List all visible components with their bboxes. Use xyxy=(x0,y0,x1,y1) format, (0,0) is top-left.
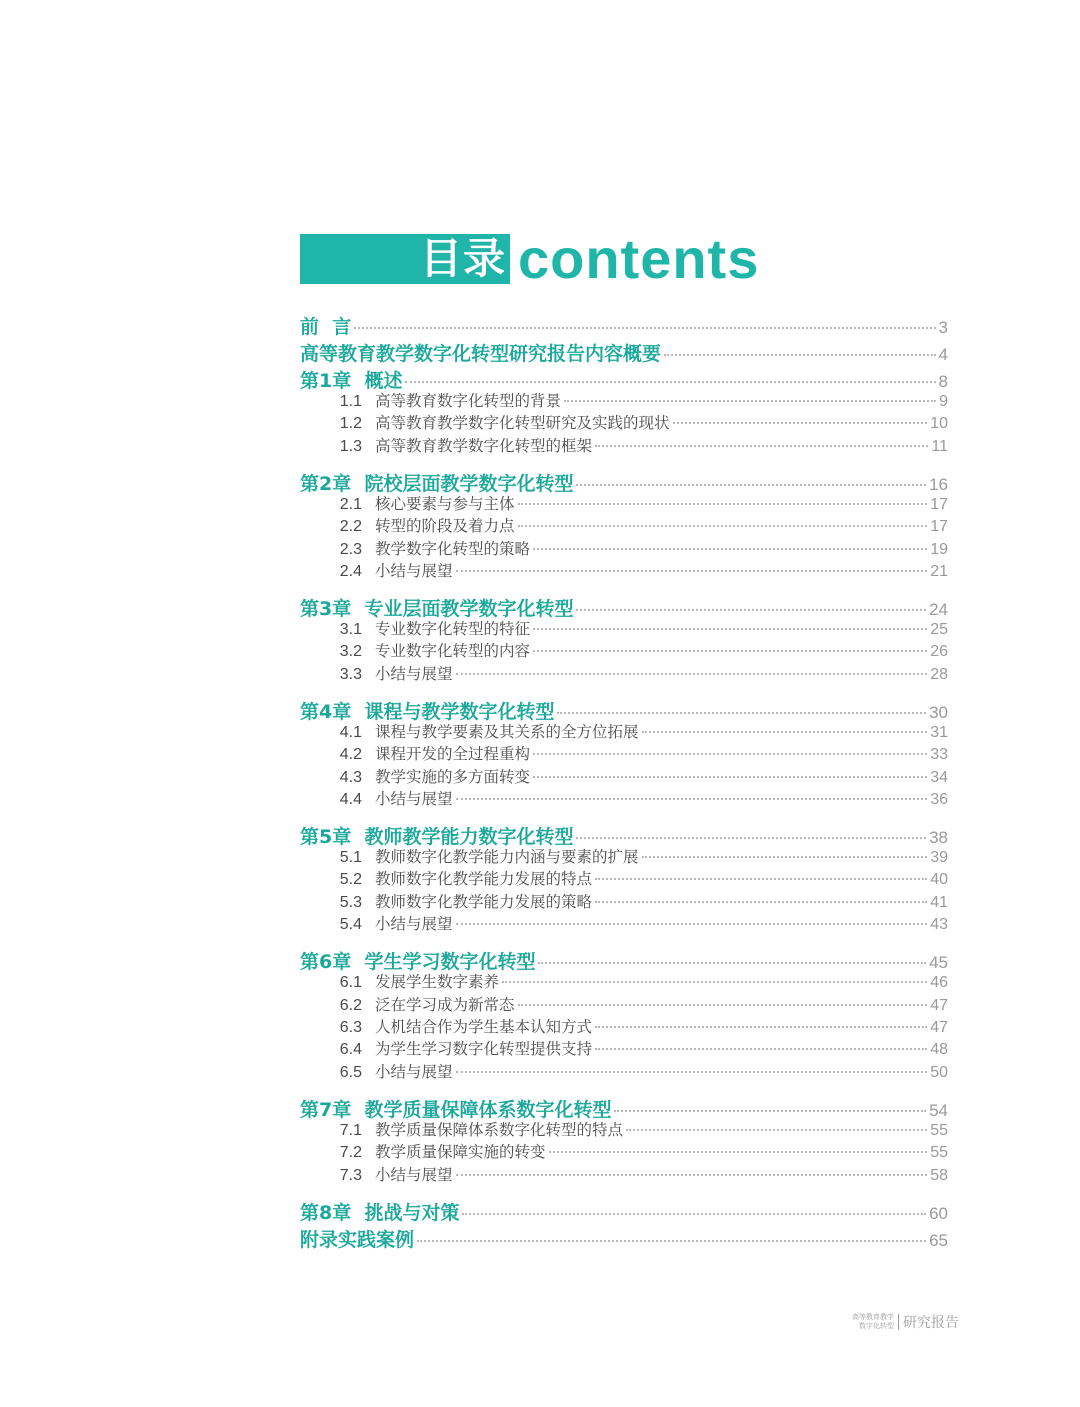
toc-page-number: 19 xyxy=(930,540,948,558)
toc-page-number: 34 xyxy=(930,768,948,786)
toc-section-number: 5.3 xyxy=(339,893,362,911)
toc-section-title: 为学生学习数字化转型提供支持 xyxy=(375,1040,593,1059)
toc-page-number: 54 xyxy=(929,1100,948,1120)
footer-line2: 数字化转型 xyxy=(859,1322,894,1330)
toc-section-number: 2.2 xyxy=(339,518,362,536)
toc-section-row[interactable] xyxy=(300,411,948,433)
toc-section-row[interactable] xyxy=(300,617,948,639)
toc-leader-dots xyxy=(626,1129,927,1131)
toc-section-number: 7.2 xyxy=(339,1144,362,1162)
toc-section-title: 高等教育教学数字化转型研究及实践的现状 xyxy=(375,414,670,433)
toc-chapter-title: 第5章 教师教学能力数字化转型 xyxy=(300,826,574,848)
toc-section-row[interactable] xyxy=(300,434,948,456)
toc-title xyxy=(300,227,760,290)
toc-section-title: 教学质量保障实施的转变 xyxy=(375,1143,546,1162)
toc-leader-dots xyxy=(354,327,935,329)
toc-section-number: 3.1 xyxy=(339,621,362,638)
toc-section-number: 6.5 xyxy=(339,1063,362,1081)
toc-page-number: 17 xyxy=(930,495,948,513)
footer-line1: 高等教育教学 xyxy=(852,1313,894,1321)
toc-section-number: 4.4 xyxy=(339,791,362,808)
toc-chapter-row[interactable] xyxy=(300,312,948,339)
toc-page-number: 40 xyxy=(930,871,948,889)
toc-page-number: 43 xyxy=(930,916,948,934)
toc-section-number: 6.2 xyxy=(339,996,362,1014)
toc-page-number: 21 xyxy=(930,563,948,580)
toc-page-number: 30 xyxy=(929,702,948,722)
toc-chapter-title: 第4章 课程与教学数字化转型 xyxy=(300,700,555,723)
toc-leader-dots xyxy=(595,901,927,903)
toc-page-number: 10 xyxy=(930,415,948,433)
toc-chapter-title: 第8章 挑战与对策 xyxy=(300,1201,460,1224)
toc-leader-dots xyxy=(533,628,927,630)
toc-section-title: 专业数字化转型的内容 xyxy=(375,642,531,661)
toc-section-row[interactable] xyxy=(300,537,948,559)
toc-section-row[interactable] xyxy=(300,1015,948,1037)
toc-page-number: 24 xyxy=(929,600,948,619)
toc-section-number: 6.3 xyxy=(339,1019,362,1036)
toc-section-number: 4.1 xyxy=(339,723,362,741)
toc-leader-dots xyxy=(456,1071,928,1073)
toc-chapter-title: 第7章 教学质量保障体系数字化转型 xyxy=(300,1098,612,1121)
toc-leader-dots xyxy=(595,445,928,447)
toc-section-number: 7.1 xyxy=(339,1121,362,1139)
toc-section-title: 小结与展望 xyxy=(375,915,453,934)
toc-chapter-title: 高等教育教学数字化转型研究报告内容概要 xyxy=(300,343,662,365)
toc-section-title: 小结与展望 xyxy=(375,562,453,580)
toc-page-number: 47 xyxy=(930,1019,948,1036)
toc-chapter-title: 附录实践案例 xyxy=(300,1228,415,1251)
toc-section-number: 4.2 xyxy=(339,746,362,764)
toc-page-number: 4 xyxy=(938,345,948,364)
toc-leader-dots xyxy=(405,381,935,383)
toc-leader-dots xyxy=(456,570,928,572)
toc-section-number: 2.1 xyxy=(339,495,362,513)
toc-page-number: 33 xyxy=(930,746,948,764)
toc-section-number: 3.3 xyxy=(339,665,362,683)
toc-section-row[interactable] xyxy=(300,1118,948,1140)
toc-leader-dots xyxy=(417,1240,926,1242)
title-chinese: 目录 xyxy=(419,234,506,283)
toc-chapter-row[interactable] xyxy=(300,339,948,366)
toc-leader-dots xyxy=(595,1026,927,1028)
toc-page-number: 25 xyxy=(930,621,948,638)
toc-leader-dots xyxy=(533,753,927,755)
toc-section-row[interactable] xyxy=(300,662,948,684)
toc-section-title: 人机结合作为学生基本认知方式 xyxy=(375,1018,593,1036)
toc-leader-dots xyxy=(462,1213,926,1215)
toc-chapter-title: 第6章 学生学习数字化转型 xyxy=(300,951,536,974)
toc-page-number: 48 xyxy=(930,1041,948,1059)
toc-leader-dots xyxy=(595,878,927,880)
toc-section-title: 发展学生数字素养 xyxy=(375,973,500,992)
footer xyxy=(852,1312,959,1332)
toc-chapter-title: 第2章 院校层面教学数字化转型 xyxy=(300,472,574,495)
toc-section-title: 小结与展望 xyxy=(375,664,453,683)
toc-chapter-title: 前 言 xyxy=(300,316,352,338)
toc-page-number: 17 xyxy=(930,518,948,536)
toc-section-number: 2.4 xyxy=(339,563,362,580)
toc-page-number: 58 xyxy=(930,1166,948,1184)
toc-section-title: 课程与教学要素及其关系的全方位拓展 xyxy=(375,722,639,741)
footer-divider xyxy=(898,1314,899,1330)
toc-section-title: 转型的阶段及着力点 xyxy=(375,517,515,536)
toc-section-number: 7.3 xyxy=(339,1166,362,1184)
toc-leader-dots xyxy=(564,400,936,402)
toc-section-title: 教学实施的多方面转变 xyxy=(375,767,531,786)
toc-leader-dots xyxy=(549,1151,928,1153)
toc-leader-dots xyxy=(518,503,928,505)
toc-section-number: 5.1 xyxy=(339,849,362,866)
toc-section-title: 教师数字化教学能力发展的策略 xyxy=(375,892,593,911)
toc-section-title: 教学质量保障体系数字化转型的特点 xyxy=(375,1120,624,1139)
toc-section-number: 1.3 xyxy=(339,437,362,455)
toc-section-number: 5.4 xyxy=(339,916,362,934)
toc-page-number: 26 xyxy=(930,643,948,661)
toc-leader-dots xyxy=(557,712,926,714)
toc-leader-dots xyxy=(518,525,928,527)
toc-page-number: 41 xyxy=(930,893,948,911)
toc-section-row[interactable] xyxy=(300,389,948,411)
footer-label: 研究报告 xyxy=(903,1315,959,1331)
toc-section-title: 专业数字化转型的特征 xyxy=(375,620,531,638)
toc-page-number: 11 xyxy=(931,437,948,455)
toc-section-title: 高等教育教学数字化转型的框架 xyxy=(375,436,593,455)
toc-page-number: 9 xyxy=(939,393,948,410)
toc-section-number: 5.2 xyxy=(339,871,362,889)
toc-page-number: 55 xyxy=(930,1121,948,1139)
toc-leader-dots xyxy=(664,354,936,356)
toc-page-number: 55 xyxy=(930,1144,948,1162)
toc-section-title: 核心要素与参与主体 xyxy=(375,494,515,513)
toc-page-number: 28 xyxy=(930,665,948,683)
toc-leader-dots xyxy=(456,673,928,675)
toc-section-number: 3.2 xyxy=(339,643,362,661)
toc-section-row[interactable] xyxy=(300,970,948,992)
title-english: contents xyxy=(518,227,760,290)
toc-leader-dots xyxy=(595,1048,927,1050)
toc-section-number: 6.1 xyxy=(339,974,362,992)
toc-leader-dots xyxy=(456,1174,928,1176)
toc-page-number: 8 xyxy=(938,372,948,391)
toc-leader-dots xyxy=(673,422,928,424)
toc-section-row[interactable] xyxy=(300,492,948,514)
toc-section-row[interactable] xyxy=(300,765,948,787)
toc-section-title: 小结与展望 xyxy=(375,1062,453,1081)
toc-section-title: 小结与展望 xyxy=(375,1165,453,1184)
toc-leader-dots xyxy=(533,776,927,778)
toc-section-row[interactable] xyxy=(300,912,948,934)
toc-page-number: 39 xyxy=(930,849,948,866)
toc-section-row[interactable] xyxy=(300,742,948,764)
toc-page-number: 60 xyxy=(929,1203,948,1223)
toc-page-number: 36 xyxy=(930,791,948,808)
toc-leader-dots xyxy=(456,798,928,800)
toc-page-number: 45 xyxy=(929,953,948,973)
toc-section-number: 1.1 xyxy=(339,393,362,410)
toc-leader-dots xyxy=(642,856,928,858)
toc-page-number: 38 xyxy=(929,828,948,847)
toc-section-number: 2.3 xyxy=(339,540,362,558)
toc-leader-dots xyxy=(533,548,927,550)
toc-page-number: 46 xyxy=(930,974,948,992)
toc-section-title: 小结与展望 xyxy=(375,790,453,808)
toc-page-number: 50 xyxy=(930,1063,948,1081)
toc-section-row[interactable] xyxy=(300,1163,948,1185)
toc-section-row[interactable] xyxy=(300,639,948,661)
toc-leader-dots xyxy=(642,731,928,733)
toc-section-row[interactable] xyxy=(300,890,948,912)
footer-report-name xyxy=(852,1313,894,1331)
toc-section-row[interactable] xyxy=(300,559,948,581)
toc-section-row[interactable] xyxy=(300,845,948,867)
toc-leader-dots xyxy=(614,1110,926,1112)
toc-leader-dots xyxy=(576,837,926,839)
toc-leader-dots xyxy=(576,609,926,611)
toc-chapter-row[interactable] xyxy=(300,1198,948,1225)
toc-section-row[interactable] xyxy=(300,1060,948,1082)
toc-chapter-row[interactable] xyxy=(300,1225,948,1252)
toc-section-number: 6.4 xyxy=(339,1041,362,1059)
toc-leader-dots xyxy=(538,962,926,964)
toc-section-title: 课程开发的全过程重构 xyxy=(375,745,531,764)
toc-page-number: 3 xyxy=(938,318,948,337)
toc-leader-dots xyxy=(533,650,927,652)
toc-leader-dots xyxy=(502,981,927,983)
toc-page-number: 65 xyxy=(929,1230,948,1250)
toc-section-title: 教师数字化教学能力内涵与要素的扩展 xyxy=(375,848,639,866)
toc-section-row[interactable] xyxy=(300,867,948,889)
toc-section-number: 1.2 xyxy=(339,415,362,433)
toc-section-row[interactable] xyxy=(300,720,948,742)
toc-leader-dots xyxy=(456,923,928,925)
toc-page-number: 47 xyxy=(930,996,948,1014)
toc-section-row[interactable] xyxy=(300,514,948,536)
toc-section-row[interactable] xyxy=(300,1140,948,1162)
title-bar xyxy=(300,234,510,284)
toc-section-title: 高等教育数字化转型的背景 xyxy=(375,392,562,410)
toc-section-row[interactable] xyxy=(300,1037,948,1059)
toc-section-row[interactable] xyxy=(300,993,948,1015)
toc-page-number: 31 xyxy=(930,723,948,741)
toc-section-row[interactable] xyxy=(300,787,948,809)
toc-chapter-title: 第1章 概述 xyxy=(300,370,403,392)
toc-leader-dots xyxy=(576,484,926,486)
toc-section-title: 教学数字化转型的策略 xyxy=(375,539,531,558)
toc-section-title: 泛在学习成为新常态 xyxy=(375,995,515,1014)
toc-chapter-title: 第3章 专业层面教学数字化转型 xyxy=(300,598,574,620)
toc-leader-dots xyxy=(518,1004,928,1006)
toc-page-number: 16 xyxy=(929,474,948,494)
toc-section-number: 4.3 xyxy=(339,768,362,786)
toc-section-title: 教师数字化教学能力发展的特点 xyxy=(375,870,593,889)
